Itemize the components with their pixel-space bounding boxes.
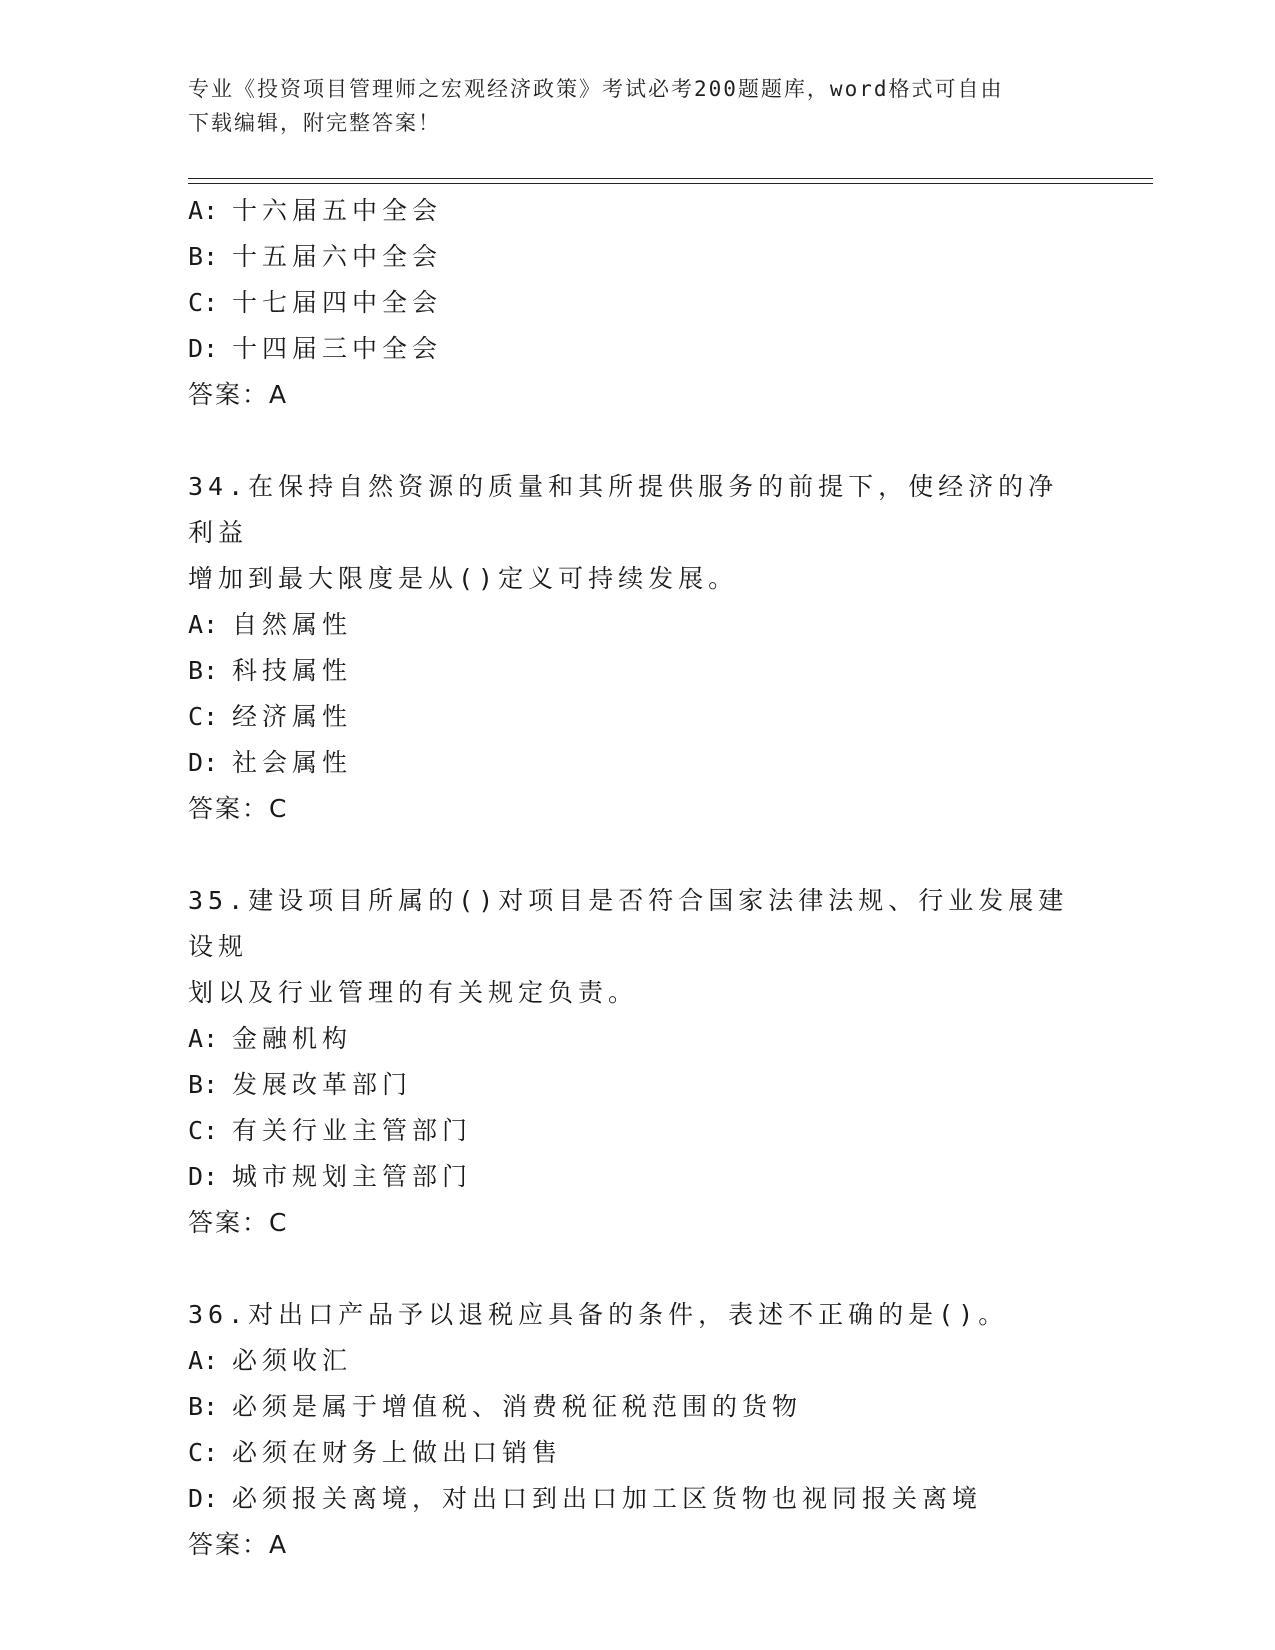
option-c: C: 必须在财务上做出口销售 — [188, 1438, 563, 1467]
question-text-continued: 增加到最大限度是从()定义可持续发展。 — [188, 564, 739, 593]
header-divider-bottom — [188, 183, 1153, 184]
question-text-continued: 划以及行业管理的有关规定负责。 — [188, 978, 639, 1007]
question-text: 35.建设项目所属的()对项目是否符合国家法律法规、行业发展建设规 — [188, 886, 1069, 961]
question-text: 36.对出口产品予以退税应具备的条件，表述不正确的是()。 — [188, 1300, 1009, 1329]
answer: 答案：A — [188, 1530, 289, 1559]
option-c: C: 经济属性 — [188, 702, 353, 731]
header-divider-top — [188, 178, 1153, 179]
option-a: A: 自然属性 — [188, 610, 353, 639]
spacer — [188, 418, 1088, 464]
question-33 — [188, 188, 1088, 418]
option-a: A: 十六届五中全会 — [188, 196, 443, 225]
option-c: C: 有关行业主管部门 — [188, 1116, 473, 1145]
header-line-1: 专业《投资项目管理师之宏观经济政策》考试必考200题题库，word格式可自由 — [188, 77, 1004, 101]
option-a: A: 金融机构 — [188, 1024, 353, 1053]
question-34 — [188, 464, 1088, 832]
answer: 答案：C — [188, 794, 289, 823]
option-b: B: 十五届六中全会 — [188, 242, 443, 271]
question-list — [188, 188, 1088, 1568]
answer: 答案：C — [188, 1208, 289, 1237]
option-d: D: 必须报关离境，对出口到出口加工区货物也视同报关离境 — [188, 1484, 983, 1513]
option-b: B: 科技属性 — [188, 656, 353, 685]
question-text: 34.在保持自然资源的质量和其所提供服务的前提下，使经济的净利益 — [188, 472, 1059, 547]
document-header — [188, 72, 1088, 140]
header-line-2: 下载编辑，附完整答案！ — [188, 111, 441, 135]
option-d: D: 十四届三中全会 — [188, 334, 443, 363]
option-a: A: 必须收汇 — [188, 1346, 353, 1375]
option-c: C: 十七届四中全会 — [188, 288, 443, 317]
question-36 — [188, 1292, 1088, 1568]
spacer — [188, 1246, 1088, 1292]
question-35 — [188, 878, 1088, 1246]
option-b: B: 发展改革部门 — [188, 1070, 413, 1099]
option-d: D: 社会属性 — [188, 748, 353, 777]
answer: 答案：A — [188, 380, 289, 409]
option-d: D: 城市规划主管部门 — [188, 1162, 473, 1191]
spacer — [188, 832, 1088, 878]
option-b: B: 必须是属于增值税、消费税征税范围的货物 — [188, 1392, 803, 1421]
